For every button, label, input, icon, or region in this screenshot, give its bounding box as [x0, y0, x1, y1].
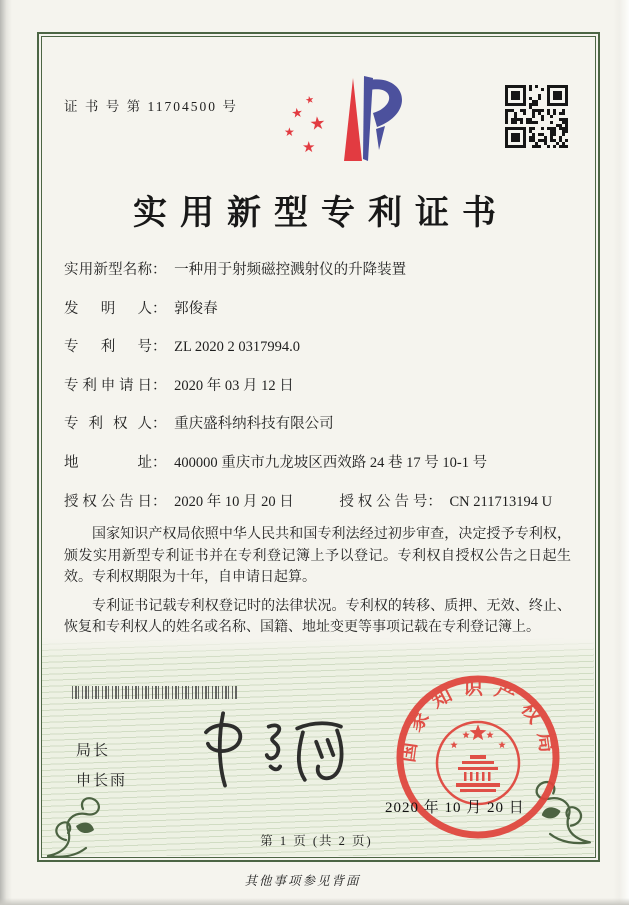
- signatory-title: 局长: [76, 743, 111, 759]
- field-list: [64, 258, 589, 528]
- svg-text:★: ★: [304, 94, 316, 107]
- field-value: 400000 重庆市九龙坡区西效路 24 巷 17 号 10-1 号: [174, 454, 488, 471]
- floral-corner-ornament-icon: [42, 790, 134, 860]
- field-address: [64, 451, 589, 490]
- field-patentee: [64, 412, 589, 451]
- field-label: 地址: [64, 454, 152, 471]
- field-value: 郭俊春: [174, 300, 218, 317]
- field-label: 授权公告日: [64, 493, 152, 510]
- scan-edge-left: [0, 0, 12, 905]
- field-label: 专利申请日: [64, 377, 152, 394]
- cnipa-seal-icon: [392, 671, 564, 843]
- colon: ：: [152, 416, 167, 433]
- notice-paragraph: 国家知识产权局依照中华人民共和国专利法经过初步审查，决定授予专利权，颁发实用新型专利证书并在专利登记簿上予以登记。专利权自授权公告之日起生效。专利权期限为十年，自申请日起算。: [64, 527, 571, 585]
- legal-notices: [64, 524, 571, 646]
- field-value: 一种用于射频磁控溅射仪的升降装置: [174, 262, 407, 278]
- colon: ：: [427, 493, 442, 510]
- qr-code-icon: [505, 85, 568, 148]
- field-inventor: [64, 297, 589, 336]
- svg-text:★: ★: [290, 104, 304, 121]
- svg-text:★: ★: [302, 140, 316, 156]
- field-grant-info: [64, 490, 589, 529]
- svg-text:★: ★: [308, 112, 327, 134]
- seal-text: 国家知识产权局: [396, 677, 560, 764]
- colon: ：: [152, 339, 167, 356]
- field-utility-name: [64, 258, 589, 297]
- barcode-icon: [72, 686, 238, 699]
- seal-national-emblem: [437, 722, 519, 804]
- field-label: 授权公告号: [339, 493, 428, 510]
- colon: ：: [152, 300, 167, 317]
- cnipa-logo-icon: [272, 70, 432, 170]
- colon: ：: [152, 377, 167, 394]
- field-label: 实用新型名称: [64, 262, 152, 278]
- colon: ：: [152, 454, 167, 471]
- scan-edge-bottom: [0, 898, 629, 905]
- scan-edge-right: [613, 0, 629, 905]
- field-value: 2020 年 03 月 12 日: [174, 377, 294, 394]
- field-label: 发明人: [64, 300, 152, 317]
- handwritten-signature-icon: [185, 700, 360, 795]
- field-value: 重庆盛科纳科技有限公司: [174, 416, 334, 433]
- field-filing-date: [64, 374, 589, 413]
- field-value: 2020 年 10 月 20 日: [174, 493, 294, 510]
- certificate-title: 实用新型专利证书: [133, 195, 509, 232]
- page-indicator: 第 1 页 (共 2 页): [260, 834, 373, 848]
- notice-paragraph: 专利证书记载专利权登记时的法律状况。专利权的转移、质押、无效、终止、恢复和专利权人的姓名或名称、国籍、地址变更等事项记载在专利登记簿上。: [64, 598, 571, 635]
- field-value: ZL 2020 2 0317994.0: [174, 339, 301, 356]
- signatory-block: [76, 736, 127, 796]
- signatory-name: 申长雨: [76, 773, 128, 789]
- certificate-number: 证 书 号 第 11704500 号: [64, 99, 238, 114]
- seal-date: 2020 年 10 月 20 日: [385, 800, 525, 816]
- field-patent-number: [64, 335, 589, 374]
- svg-text:★: ★: [284, 125, 295, 139]
- back-note: 其他事项参见背面: [244, 874, 361, 888]
- field-label: 专利权人: [64, 416, 152, 433]
- field-label: 专利号: [64, 339, 152, 356]
- svg-text:国家知识产权局: [396, 676, 561, 764]
- colon: ：: [152, 262, 167, 278]
- field-value: CN 211713194 U: [449, 493, 553, 510]
- colon: ：: [152, 493, 167, 510]
